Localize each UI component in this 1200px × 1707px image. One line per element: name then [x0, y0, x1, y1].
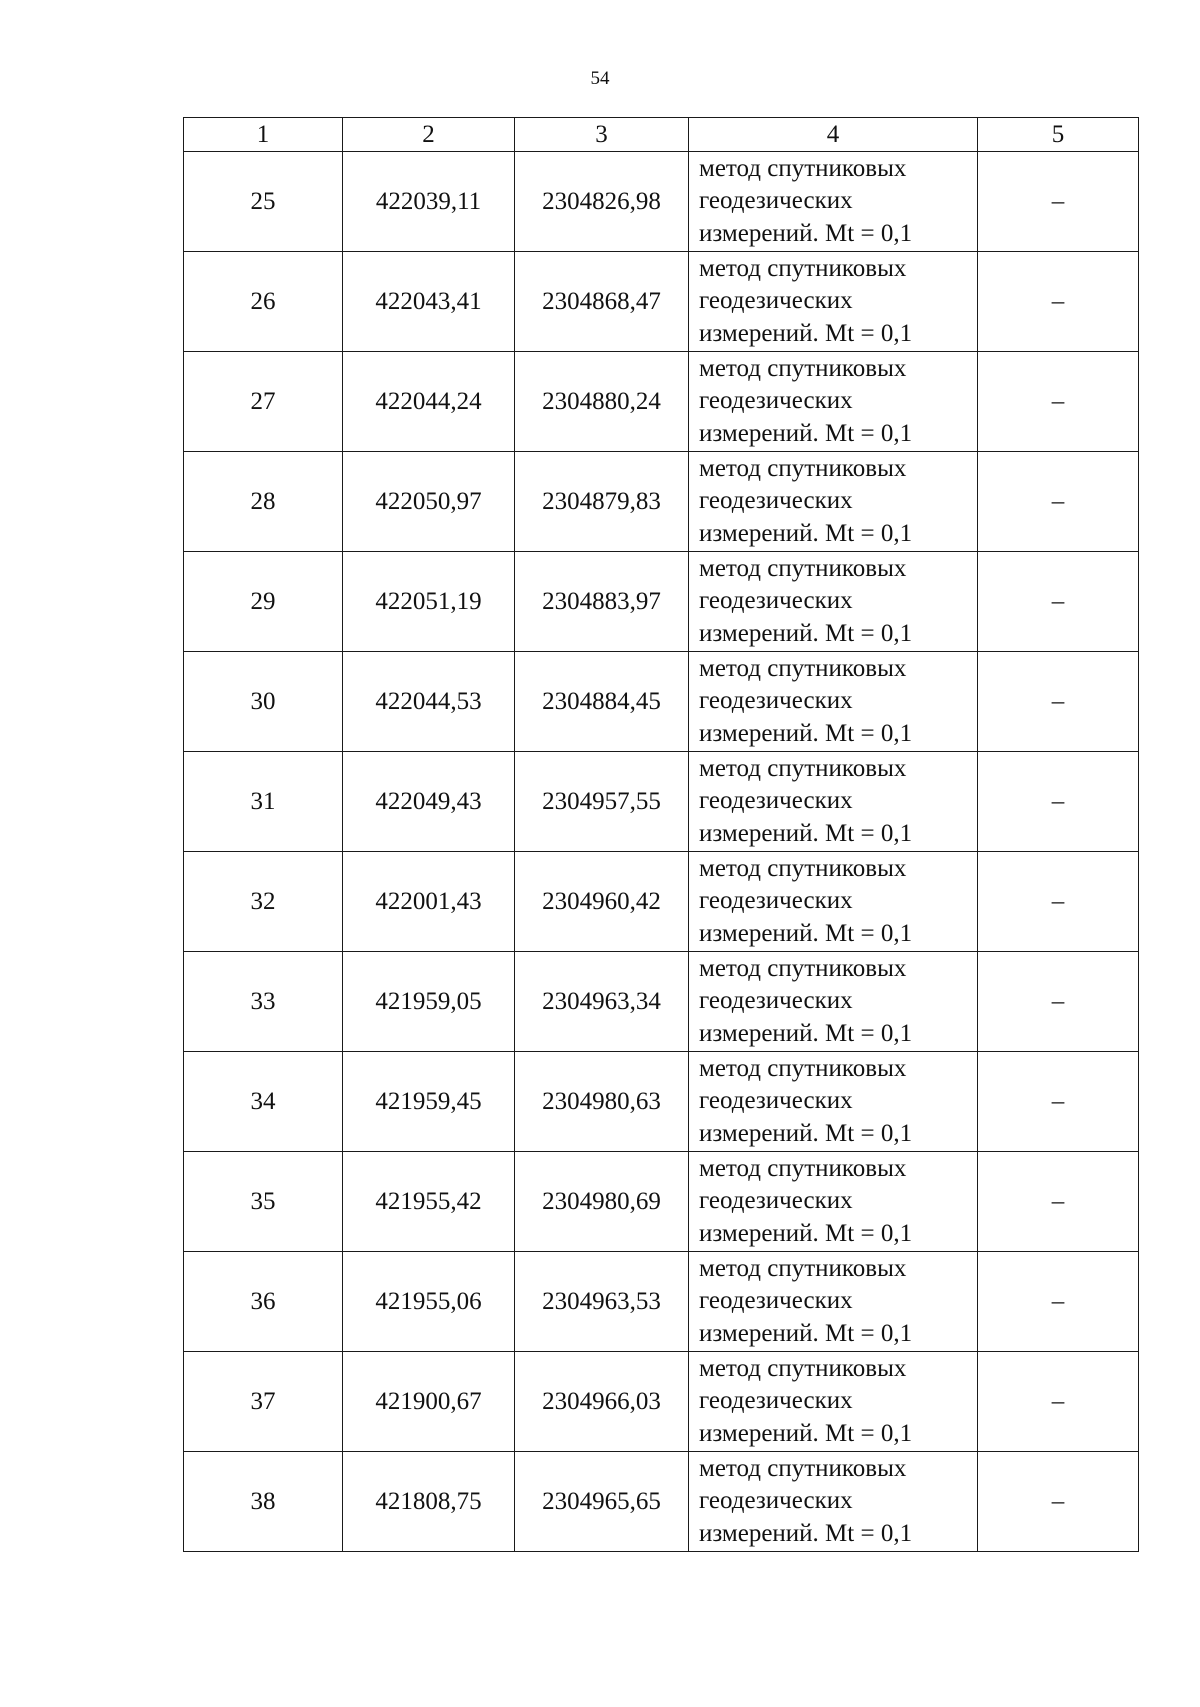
x-coordinate-cell: 421959,05 — [343, 952, 515, 1052]
header-cell-1: 1 — [184, 118, 343, 152]
note-cell: – — [978, 852, 1139, 952]
x-coordinate-cell: 421959,45 — [343, 1052, 515, 1152]
x-coordinate-cell: 421900,67 — [343, 1352, 515, 1452]
y-coordinate-cell: 2304884,45 — [515, 652, 689, 752]
y-coordinate-cell: 2304879,83 — [515, 452, 689, 552]
method-line: измерений. Mt = 0,1 — [699, 819, 913, 847]
point-number-cell: 31 — [184, 752, 343, 852]
x-coordinate-cell: 422051,19 — [343, 552, 515, 652]
point-number-cell: 27 — [184, 352, 343, 452]
header-cell-4: 4 — [689, 118, 978, 152]
method-line: измерений. Mt = 0,1 — [699, 719, 913, 747]
method-line: измерений. Mt = 0,1 — [699, 1119, 913, 1147]
method-cell — [689, 252, 978, 352]
method-line: геодезических — [699, 1487, 853, 1515]
header-cell-5: 5 — [978, 118, 1139, 152]
x-coordinate-cell: 422044,24 — [343, 352, 515, 452]
method-line: геодезических — [699, 1387, 853, 1415]
method-cell — [689, 1352, 978, 1452]
method-line: измерений. Mt = 0,1 — [699, 219, 913, 247]
method-line: метод спутниковых — [699, 954, 907, 982]
table-row — [184, 152, 1139, 252]
method-line: метод спутниковых — [699, 554, 907, 582]
method-line: метод спутниковых — [699, 154, 907, 182]
note-cell: – — [978, 752, 1139, 852]
note-cell: – — [978, 452, 1139, 552]
table-row — [184, 1352, 1139, 1452]
method-line: измерений. Mt = 0,1 — [699, 1519, 913, 1547]
method-line: метод спутниковых — [699, 1154, 907, 1182]
method-line: измерений. Mt = 0,1 — [699, 1219, 913, 1247]
method-line: метод спутниковых — [699, 454, 907, 482]
method-cell — [689, 652, 978, 752]
method-cell — [689, 452, 978, 552]
y-coordinate-cell: 2304880,24 — [515, 352, 689, 452]
table-row — [184, 452, 1139, 552]
note-cell: – — [978, 1252, 1139, 1352]
point-number-cell: 32 — [184, 852, 343, 952]
note-cell: – — [978, 952, 1139, 1052]
header-row — [184, 118, 1139, 152]
method-line: измерений. Mt = 0,1 — [699, 1319, 913, 1347]
method-line: геодезических — [699, 887, 853, 915]
x-coordinate-cell: 422049,43 — [343, 752, 515, 852]
note-cell: – — [978, 252, 1139, 352]
method-line: измерений. Mt = 0,1 — [699, 1419, 913, 1447]
y-coordinate-cell: 2304965,65 — [515, 1452, 689, 1552]
method-cell — [689, 1452, 978, 1552]
table-header — [184, 118, 1139, 152]
method-line: измерений. Mt = 0,1 — [699, 319, 913, 347]
y-coordinate-cell: 2304868,47 — [515, 252, 689, 352]
table-row — [184, 352, 1139, 452]
method-line: геодезических — [699, 1187, 853, 1215]
table-row — [184, 852, 1139, 952]
method-line: измерений. Mt = 0,1 — [699, 519, 913, 547]
x-coordinate-cell: 422001,43 — [343, 852, 515, 952]
note-cell: – — [978, 1352, 1139, 1452]
x-coordinate-cell: 422050,97 — [343, 452, 515, 552]
x-coordinate-cell: 421955,06 — [343, 1252, 515, 1352]
point-number-cell: 37 — [184, 1352, 343, 1452]
y-coordinate-cell: 2304963,53 — [515, 1252, 689, 1352]
header-cell-3: 3 — [515, 118, 689, 152]
method-line: геодезических — [699, 287, 853, 315]
note-cell: – — [978, 152, 1139, 252]
note-cell: – — [978, 352, 1139, 452]
y-coordinate-cell: 2304826,98 — [515, 152, 689, 252]
method-line: геодезических — [699, 787, 853, 815]
point-number-cell: 36 — [184, 1252, 343, 1352]
x-coordinate-cell: 421955,42 — [343, 1152, 515, 1252]
point-number-cell: 30 — [184, 652, 343, 752]
header-cell-2: 2 — [343, 118, 515, 152]
point-number-cell: 26 — [184, 252, 343, 352]
method-cell — [689, 152, 978, 252]
method-line: геодезических — [699, 687, 853, 715]
y-coordinate-cell: 2304963,34 — [515, 952, 689, 1052]
x-coordinate-cell: 421808,75 — [343, 1452, 515, 1552]
point-number-cell: 29 — [184, 552, 343, 652]
method-line: измерений. Mt = 0,1 — [699, 619, 913, 647]
method-line: геодезических — [699, 987, 853, 1015]
method-line: метод спутниковых — [699, 854, 907, 882]
x-coordinate-cell: 422044,53 — [343, 652, 515, 752]
table-row — [184, 652, 1139, 752]
y-coordinate-cell: 2304980,63 — [515, 1052, 689, 1152]
method-line: метод спутниковых — [699, 754, 907, 782]
note-cell: – — [978, 1152, 1139, 1252]
method-line: измерений. Mt = 0,1 — [699, 919, 913, 947]
method-line: метод спутниковых — [699, 1054, 907, 1082]
y-coordinate-cell: 2304966,03 — [515, 1352, 689, 1452]
method-line: метод спутниковых — [699, 1354, 907, 1382]
coordinates-table — [183, 117, 1139, 1552]
method-line: геодезических — [699, 587, 853, 615]
point-number-cell: 38 — [184, 1452, 343, 1552]
table-row — [184, 1452, 1139, 1552]
method-cell — [689, 952, 978, 1052]
note-cell: – — [978, 552, 1139, 652]
x-coordinate-cell: 422039,11 — [343, 152, 515, 252]
method-line: измерений. Mt = 0,1 — [699, 1019, 913, 1047]
table-row — [184, 752, 1139, 852]
page-number: 54 — [590, 68, 610, 89]
method-line: геодезических — [699, 1287, 853, 1315]
method-line: измерений. Mt = 0,1 — [699, 419, 913, 447]
y-coordinate-cell: 2304960,42 — [515, 852, 689, 952]
table-row — [184, 1052, 1139, 1152]
point-number-cell: 33 — [184, 952, 343, 1052]
method-cell — [689, 352, 978, 452]
method-line: метод спутниковых — [699, 354, 907, 382]
method-line: геодезических — [699, 487, 853, 515]
table-row — [184, 952, 1139, 1052]
table-row — [184, 1252, 1139, 1352]
method-cell — [689, 752, 978, 852]
point-number-cell: 34 — [184, 1052, 343, 1152]
method-cell — [689, 852, 978, 952]
point-number-cell: 28 — [184, 452, 343, 552]
method-cell — [689, 552, 978, 652]
method-line: метод спутниковых — [699, 1254, 907, 1282]
y-coordinate-cell: 2304980,69 — [515, 1152, 689, 1252]
note-cell: – — [978, 1452, 1139, 1552]
x-coordinate-cell: 422043,41 — [343, 252, 515, 352]
method-cell — [689, 1052, 978, 1152]
method-line: геодезических — [699, 1087, 853, 1115]
method-line: геодезических — [699, 187, 853, 215]
table-row — [184, 252, 1139, 352]
table-row — [184, 1152, 1139, 1252]
y-coordinate-cell: 2304883,97 — [515, 552, 689, 652]
method-cell — [689, 1152, 978, 1252]
y-coordinate-cell: 2304957,55 — [515, 752, 689, 852]
method-line: метод спутниковых — [699, 1454, 907, 1482]
note-cell: – — [978, 1052, 1139, 1152]
note-cell: – — [978, 652, 1139, 752]
method-line: метод спутниковых — [699, 254, 907, 282]
method-cell — [689, 1252, 978, 1352]
table-body — [184, 152, 1139, 1552]
table-row — [184, 552, 1139, 652]
point-number-cell: 35 — [184, 1152, 343, 1252]
method-line: метод спутниковых — [699, 654, 907, 682]
method-line: геодезических — [699, 387, 853, 415]
point-number-cell: 25 — [184, 152, 343, 252]
